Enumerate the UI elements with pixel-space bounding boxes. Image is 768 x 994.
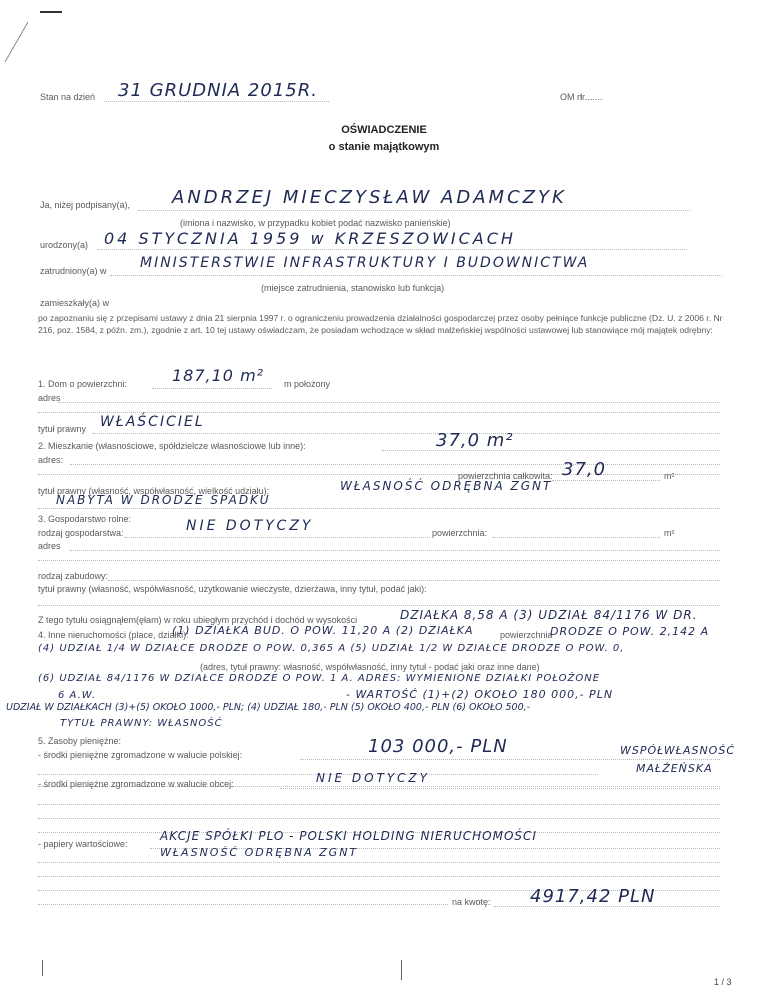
cash-label: 5. Zasoby pieniężne: (38, 736, 122, 746)
house-title-dots (92, 433, 720, 434)
cash-foreign-dots-3 (38, 818, 720, 819)
securities-value-2: WŁASNOŚĆ ODRĘBNA ZGNT (160, 846, 359, 859)
securities-dots-5 (38, 904, 448, 905)
securities-value: AKCJE SPÓŁKI PLO - POLSKI HOLDING NIERUCHOMOŚCI (160, 829, 537, 843)
apartment-title-dots (38, 508, 720, 509)
house-unit: m położony (284, 379, 331, 389)
house-value: 187,10 m² (172, 366, 265, 385)
apartment-area-value: 37,0 (562, 459, 607, 480)
farm-address-dots (70, 550, 720, 551)
signed-label: Ja, niżej podpisany(a), (40, 200, 131, 210)
cash-pln-note: WSPÓŁWŁASNOŚĆ (620, 744, 736, 757)
cash-pln-dots (300, 759, 720, 760)
page-number: 1 / 3 (714, 977, 732, 987)
other-property-line-5: - WARTOŚĆ (1)+(2) OKOŁO 180 000,- PLN (346, 688, 614, 701)
house-address-dots (58, 402, 720, 403)
house-dots (152, 388, 272, 389)
cash-foreign-dots (280, 788, 720, 789)
om-value: I ....... (580, 92, 603, 102)
farm-title-dots (38, 605, 720, 606)
name-dots (138, 210, 690, 211)
farm-area-dots (492, 537, 660, 538)
farm-label: 3. Gospodarstwo rolne: (38, 514, 132, 524)
other-property-line-1: (1) DZIAŁKA BUD. O POW. 11,20 A (2) DZIAŁKA (172, 624, 474, 637)
securities-dots-3 (38, 876, 720, 877)
cash-foreign-label: - środki pieniężne zgromadzone w walucie obcej: (38, 779, 234, 789)
securities-label: - papiery wartościowe: (38, 839, 128, 849)
other-property-line-4: 6 A.W. (58, 690, 96, 701)
house-address-dots-2 (38, 412, 720, 413)
born-dots (97, 249, 687, 250)
house-address-label: adres (38, 393, 61, 403)
income-value: DZIAŁKA 8,58 A (3) UDZIAŁ 84/1176 W DR. (400, 608, 698, 622)
farm-building-label: rodzaj zabudowy: (38, 571, 109, 581)
other-property-area-value: DRODZE O POW. 2,142 A (550, 625, 710, 638)
apartment-title-value-2: NABYTA W DRODZE SPADKU (56, 493, 271, 507)
apartment-title-value: WŁASNOŚĆ ODRĘBNA ZGNT (340, 479, 553, 493)
apartment-address-dots (70, 464, 720, 465)
born-label: urodzony(a) (40, 240, 89, 250)
farm-type-label: rodzaj gospodarstwa: (38, 528, 124, 538)
name-value: ANDRZEJ MIECZYSŁAW ADAMCZYK (172, 187, 567, 208)
farm-area-label: powierzchnia: (432, 528, 488, 538)
name-hint: (imiona i nazwisko, w przypadku kobiet podać nazwisko panieńskie) (180, 218, 451, 228)
apartment-area-label: powierzchnia całkowita: (458, 471, 553, 481)
apartment-area-unit: m² (664, 471, 675, 481)
farm-building-dots (108, 580, 720, 581)
date-label: Stan na dzień (40, 92, 96, 102)
other-property-line-3: (6) UDZIAŁ 84/1176 W DZIAŁCE DRODZE O POW. 1 A. ADRES: WYMIENIONE DZIAŁKI POŁOŻONE (38, 673, 601, 684)
cash-pln-value: 103 000,- PLN (368, 736, 508, 757)
employed-dots (110, 275, 722, 276)
born-value: 04 STYCZNIA 1959 w KRZESZOWICACH (104, 229, 516, 248)
left-margin-tick (42, 960, 43, 976)
other-property-label: 4. Inne nieruchomości (place, działki): (38, 630, 189, 640)
cash-foreign-dots-2 (38, 804, 720, 805)
other-property-hint: (adres, tytuł prawny: własność, współwłasność, inny tytuł - podać jaki oraz inne dane) (200, 662, 540, 672)
om-label: OM nr (560, 92, 586, 102)
farm-type-dots (124, 537, 430, 538)
farm-title-label: tytuł prawny (własność, współwłasność, użytkowanie wieczyste, dzierżawa, inny tytuł, podać jaki): (38, 584, 427, 594)
house-title-value: WŁAŚCICIEL (100, 414, 205, 430)
amount-value: 4917,42 PLN (530, 886, 656, 907)
income-label: Z tego tytułu osiągnąłem(ęłam) w roku ubiegłym przychód i dochód w wysokości (38, 615, 358, 625)
house-label: 1. Dom o powierzchni: (38, 379, 128, 389)
pen-scratch-mark (0, 0, 80, 70)
other-property-line-6: UDZIAŁ W DZIAŁKACH (3)+(5) OKOŁO 1000,- PLN; (4) UDZIAŁ 180,- PLN (5) OKOŁO 400,- PLN (6) OKOŁO 500,- (6, 702, 531, 713)
apartment-label: 2. Mieszkanie (własnościowe, spółdzielcze własnościowe lub inne): (38, 441, 306, 451)
residence-label: zamieszkały(a) w (40, 298, 110, 308)
apartment-address-label: adres: (38, 455, 64, 465)
employed-value: MINISTERSTWIE INFRASTRUKTURY I BUDOWNICTWA (140, 255, 590, 271)
date-value: 31 GRUDNIA 2015R. (118, 80, 318, 101)
other-property-area-label: powierzchnia (500, 630, 553, 640)
farm-type-value: NIE DOTYCZY (186, 518, 314, 534)
farm-address-label: adres (38, 541, 61, 551)
house-title-label: tytuł prawny (38, 424, 87, 434)
document-title: OŚWIADCZENIE (341, 124, 427, 136)
apartment-value: 37,0 m² (436, 430, 514, 451)
apartment-title-label: tytuł prawny (własność, współwłasność, wielkość udziału): (38, 486, 270, 496)
farm-blank-dots (38, 560, 720, 561)
cash-pln-note-2: MAŁŻEŃSKA (636, 762, 713, 775)
apartment-area-dots (552, 480, 660, 481)
employed-hint: (miejsce zatrudnienia, stanowisko lub funkcja) (261, 283, 445, 293)
other-property-line-2: (4) UDZIAŁ 1/4 W DZIAŁCE DRODZE O POW. 0,365 A (5) UDZIAŁ 1/2 W DZIAŁCE DRODZE O POW. 0, (38, 643, 625, 654)
apartment-address-dots-2 (38, 474, 720, 475)
farm-area-unit: m² (664, 528, 675, 538)
document-subtitle: o stanie majątkowym (328, 141, 440, 153)
employed-label: zatrudniony(a) w (40, 266, 107, 276)
other-property-line-7: TYTUŁ PRAWNY: WŁASNOŚĆ (60, 718, 223, 729)
amount-label: na kwotę: (452, 897, 491, 907)
cash-pln-label: - środki pieniężne zgromadzone w walucie polskiej: (38, 750, 243, 760)
date-dots (104, 101, 329, 102)
center-tick (401, 960, 402, 980)
apartment-dots (382, 450, 720, 451)
intro-paragraph: po zapoznaniu się z przepisami ustawy z dnia 21 sierpnia 1997 r. o ograniczeniu prowadzenia działalności gospodarczej przez osoby pełniące funkcje publiczne (Dz. U. z 2006 r. Nr 216, poz. 1584, z późn. zm.), zgodnie z art. 10 tej ustawy oświadczam, że posiadam wchodzące w skład małżeńskiej wspólności ustawowej lub stanowiące mój majątek odrębny: (38, 313, 723, 335)
cash-foreign-value: NIE DOTYCZY (316, 771, 430, 785)
securities-dots-2 (38, 862, 720, 863)
